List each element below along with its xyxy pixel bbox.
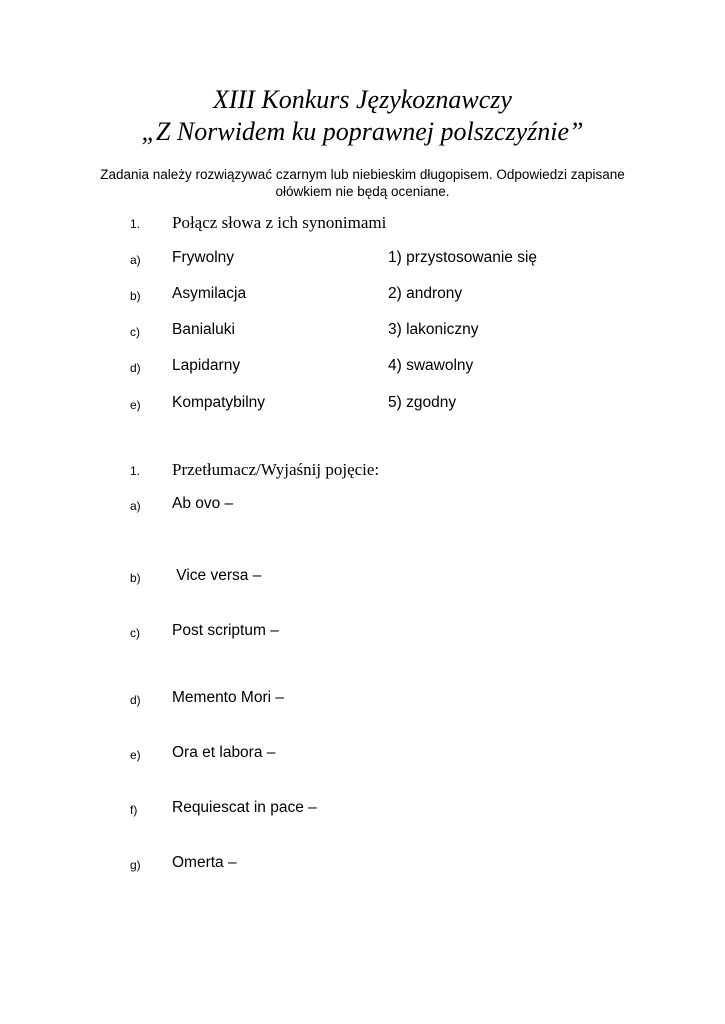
task2-term: Ora et labora – <box>172 744 276 761</box>
page-subtitle: „Z Norwidem ku poprawnej polszczyźnie” <box>141 117 584 146</box>
task1-option: 3) lakoniczny <box>388 321 479 338</box>
task2-marker: g) <box>130 858 141 872</box>
instructions: Zadania należy rozwiązywać czarnym lub niebieskim długopisem. Odpowiedzi zapisane ołówkiem nie będą oceniane. <box>100 167 625 199</box>
task1-word: Asymilacja <box>172 285 247 302</box>
task2-marker: f) <box>130 803 138 817</box>
task2-marker: d) <box>130 693 141 707</box>
task1-marker: b) <box>130 289 141 303</box>
task1-number: 1. <box>130 217 141 231</box>
task2-term: Post scriptum – <box>172 622 279 639</box>
task1-option: 4) swawolny <box>388 357 474 374</box>
task1-word: Kompatybilny <box>172 394 266 411</box>
page-title: XIII Konkurs Językoznawczy <box>213 85 512 114</box>
task1-option: 2) androny <box>388 285 463 302</box>
task2-term: Requiescat in pace – <box>172 799 317 816</box>
task2-marker: a) <box>130 499 141 513</box>
task1-heading: Połącz słowa z ich synonimami <box>172 213 387 232</box>
task1-word: Banialuki <box>172 321 235 338</box>
task2-term: Omerta – <box>172 854 237 871</box>
task1-word: Frywolny <box>172 249 235 266</box>
task2-marker: b) <box>130 571 141 585</box>
task2-term: Ab ovo – <box>172 495 234 512</box>
task2-marker: c) <box>130 626 140 640</box>
task2-heading: Przetłumacz/Wyjaśnij pojęcie: <box>172 460 380 479</box>
task1-marker: c) <box>130 325 140 339</box>
task1-option: 1) przystosowanie się <box>388 249 538 266</box>
task2-marker: e) <box>130 748 141 762</box>
task1-marker: a) <box>130 253 141 267</box>
task2-term: Memento Mori – <box>172 689 284 706</box>
task1-marker: e) <box>130 398 141 412</box>
task1-word: Lapidarny <box>172 357 241 374</box>
task1-option: 5) zgodny <box>388 394 457 411</box>
task2-number: 1. <box>130 464 141 478</box>
task1-marker: d) <box>130 361 141 375</box>
task2-term: Vice versa – <box>172 567 262 584</box>
